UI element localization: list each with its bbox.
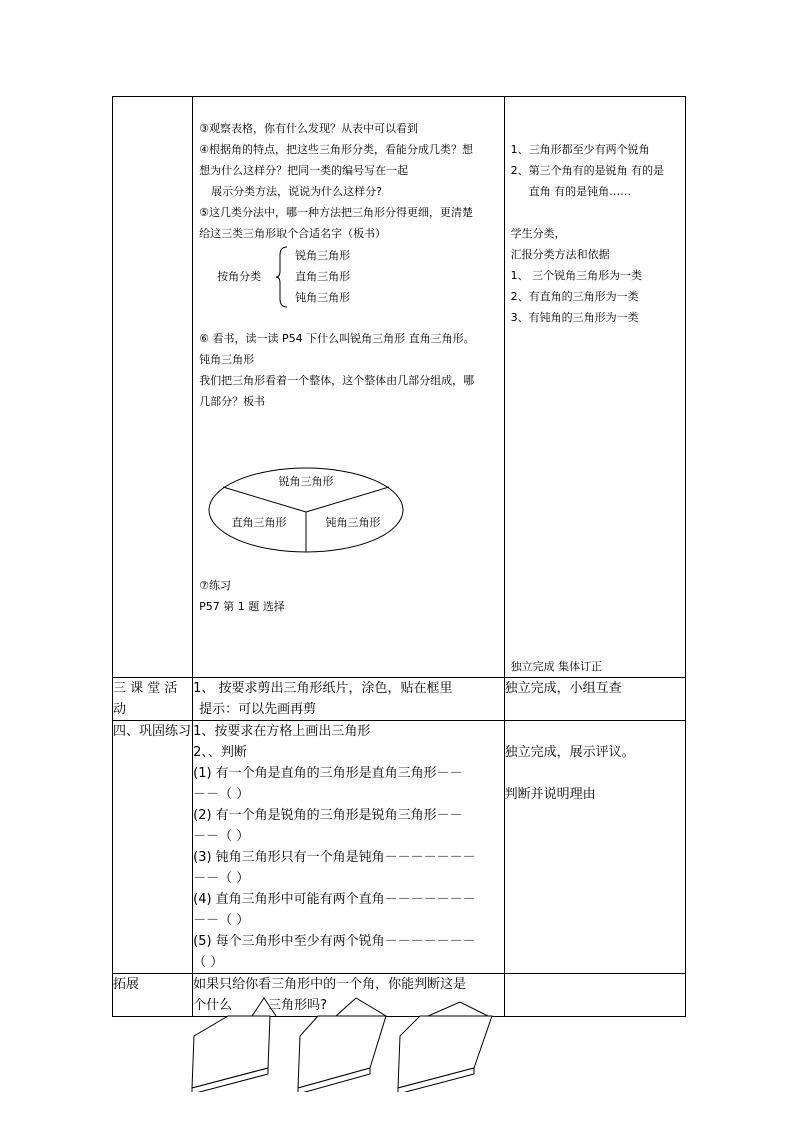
step-5-text-cont: 给这三类三角形取个合适名字（板书） — [199, 227, 387, 240]
obtuse-triangle-term: 钝角三角形 — [295, 291, 351, 304]
row-practice — [113, 721, 686, 974]
class-activity-student — [504, 678, 685, 721]
judge-item-2-line1: (2) 有一个角是锐角的三角形是锐角三角形－－ — [193, 808, 463, 823]
brace-icon — [275, 245, 289, 309]
judge-item-5-line1: (5) 每个三角形中至少有两个锐角－－－－－－－ — [193, 934, 476, 949]
step-7-text: ⑦练习 — [199, 579, 231, 592]
finding-2-cont: 直角 有的是钝角…… — [528, 185, 632, 198]
judge-item-2 — [193, 805, 504, 847]
class-1-text: 1、 三个锐角三角形为一类 — [510, 269, 643, 282]
diagram-label-acute: 锐角三角形 — [278, 475, 334, 488]
row-class-activity — [113, 678, 686, 721]
practice-content — [193, 721, 505, 974]
finding-1: 1、三角形都至少有两个锐角 — [510, 143, 650, 156]
activity-student-text: 独立完成，小组互查 — [504, 681, 622, 696]
extension-label: 拓展 — [113, 977, 140, 992]
card-2 — [298, 998, 386, 1092]
diagram-label-obtuse: 钝角三角形 — [325, 516, 381, 529]
row-label-practice — [113, 721, 193, 974]
independent-correct-text: 独立完成 集体订正 — [510, 660, 603, 673]
triangle-classification-diagram — [207, 465, 407, 555]
class-activity-content — [193, 678, 505, 721]
diagram-divider-left — [223, 487, 306, 512]
teaching-content-cell — [193, 97, 505, 678]
class-2-text: 2、有直角的三角形为一类 — [510, 290, 639, 303]
extension-question-part-b: 三角形吗? — [268, 998, 328, 1013]
judge-item-2-line2: －－（ ） — [193, 829, 250, 844]
judge-item-3-line2: －－（ ） — [193, 871, 250, 886]
row-label-empty — [113, 97, 193, 678]
diagram-divider-right — [306, 487, 389, 512]
row-teaching-process — [113, 97, 686, 678]
whole-parts-question-cont: 几部分？板书 — [199, 395, 266, 408]
step-3-text: ③观察表格，你有什么发现？从表中可以看到 — [199, 122, 418, 135]
judge-item-1-line1: (1) 有一个角是直角的三角形是直角三角形－－ — [193, 766, 463, 781]
classify-by-angle-label: 按角分类 — [217, 270, 262, 283]
card-1-face — [192, 1016, 270, 1088]
extension-student — [504, 974, 685, 1017]
step-4-text-cont: 想为什么这样分？把同一类的编号写在一起 — [199, 164, 409, 177]
lesson-plan-table — [112, 96, 686, 1017]
step-4-text: ④根据角的特点，把这些三角形分类，看能分成几类？想 — [199, 143, 473, 156]
card-1 — [192, 998, 276, 1092]
judge-item-4 — [193, 889, 504, 931]
report-method-text: 汇报分类方法和依据 — [510, 248, 610, 261]
judge-item-1-line2: －－（ ） — [193, 787, 250, 802]
step-6-text: ⑥ 看书，读一读 P54 下什么叫锐角三角形 直角三角形。 — [199, 332, 475, 345]
judge-item-4-line2: －－（ ） — [193, 913, 250, 928]
card-3-angle-tip — [428, 1002, 488, 1016]
card-2-angle-tip — [336, 998, 386, 1016]
judge-item-3 — [193, 847, 504, 889]
judge-item-4-line1: (4) 直角三角形中可能有两个直角－－－－－－－ — [193, 892, 476, 907]
extension-question-part-a: 个什么 — [193, 998, 233, 1013]
whole-parts-question: 我们把三角形看着一个整体，这个整体由几部分组成，哪 — [199, 374, 475, 387]
practice-student — [504, 721, 685, 974]
activity-hint: 提示：可以先画再剪 — [199, 702, 317, 717]
practice-student-text-2: 判断并说明理由 — [504, 787, 596, 802]
class-activity-label: 三 课 堂 活 动 — [113, 681, 178, 717]
hidden-triangle-cards — [188, 996, 498, 1092]
finding-2: 2、第三个角有的是锐角 有的是 — [510, 164, 665, 177]
acute-triangle-term: 锐角三角形 — [295, 249, 351, 262]
diagram-label-right: 直角三角形 — [231, 516, 287, 529]
judge-item-5 — [193, 931, 504, 973]
extension-question: 如果只给你看三角形中的一个角，你能判断这是 — [193, 977, 467, 992]
card-1-angle-tip — [252, 998, 276, 1016]
student-activity-cell — [504, 97, 685, 678]
show-method-text: 展示分类方法，说说为什么这样分? — [211, 185, 382, 198]
judge-item-3-line1: (3) 钝角三角形只有一个角是钝角－－－－－－－ — [193, 850, 476, 865]
card-3 — [398, 1002, 492, 1092]
judge-item-5-line2: （ ） — [193, 955, 224, 970]
practice-task-1: 1、按要求在方格上画出三角形 — [193, 724, 371, 739]
step-6-text-cont: 钝角三角形 — [199, 353, 255, 366]
row-label-class-activity — [113, 678, 193, 721]
right-triangle-term: 直角三角形 — [295, 270, 351, 283]
practice-label: 四、巩固练习 — [113, 724, 192, 739]
exercise-ref-text: P57 第 1 题 选择 — [199, 600, 285, 613]
judge-item-1 — [193, 763, 504, 805]
activity-instruction: 1、 按要求剪出三角形纸片，涂色，贴在框里 — [193, 681, 453, 696]
student-classify-text: 学生分类， — [510, 227, 566, 240]
class-3-text: 3、有钝角的三角形为一类 — [510, 311, 639, 324]
practice-task-2: 2、、判断 — [193, 745, 247, 760]
practice-student-text-1: 独立完成，展示评议。 — [504, 745, 635, 760]
row-label-extension — [113, 974, 193, 1017]
step-5-text: ⑤这几类分法中，哪一种方法把三角形分得更细，更清楚 — [199, 206, 473, 219]
